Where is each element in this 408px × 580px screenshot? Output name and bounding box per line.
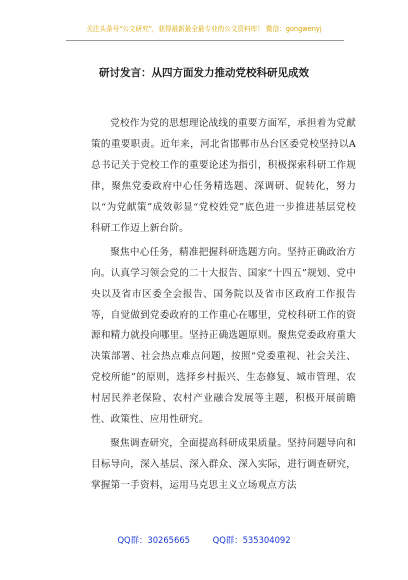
header-banner	[0, 24, 408, 34]
body-paragraph: 党校作为党的思想理论战线的重要方面军，承担着为党献策的重要职责。近年来，河北省邯郸市丛台区委党校坚持以A总书记关于党校工作的重要论述为指引，积极探索科研工作规律，聚焦党委政府中心任务精选题、深调研、促转化，努力以“为党献策”成效彰显“党校姓党”底色进一步推进基层党校科研工作迈上新台阶。	[91, 118, 356, 234]
body-paragraph: 聚焦中心任务，精准把握科研选题方向。坚持正确政治方向。认真学习领会党的二十大报告、国家“十四五”规划、党中央以及省市区委全会报告、国务院以及省市区政府工作报告等，自觉做到党委政府的工作重心在哪里，党校科研工作的资源和精力就投向哪里。坚持正确选题原则。聚焦党委政府重大决策部署、社会热点难点问题，按照“党委重视、社会关注、党校所能”的原则，选择乡村振兴、生态修复、城市管理、农村居民养老保险、农村产业融合发展等主题，积极开展前瞻性、政策性、应用性研究。	[91, 246, 356, 426]
footer-contact	[0, 534, 408, 546]
body-paragraph: 聚焦调查研究，全面提高科研成果质量。坚持问题导向和目标导向，深入基层、深入群众、深入实际，进行调查研究，掌握第一手资料，运用马克思主义立场观点方法	[91, 438, 356, 492]
footer-qq-group-2: QQ群：535304092	[212, 535, 291, 545]
document-body	[91, 114, 356, 500]
header-banner-text: 关注头条号"公文研究"，获得最新最全最专业的公文资料库！ 微信：gongwenyj	[86, 25, 322, 33]
header-divider	[66, 40, 344, 41]
footer-qq-group-1: QQ群：30265665	[117, 535, 190, 545]
document-title: 研讨发言：从四方面发力推动党校科研见成效	[99, 67, 309, 79]
